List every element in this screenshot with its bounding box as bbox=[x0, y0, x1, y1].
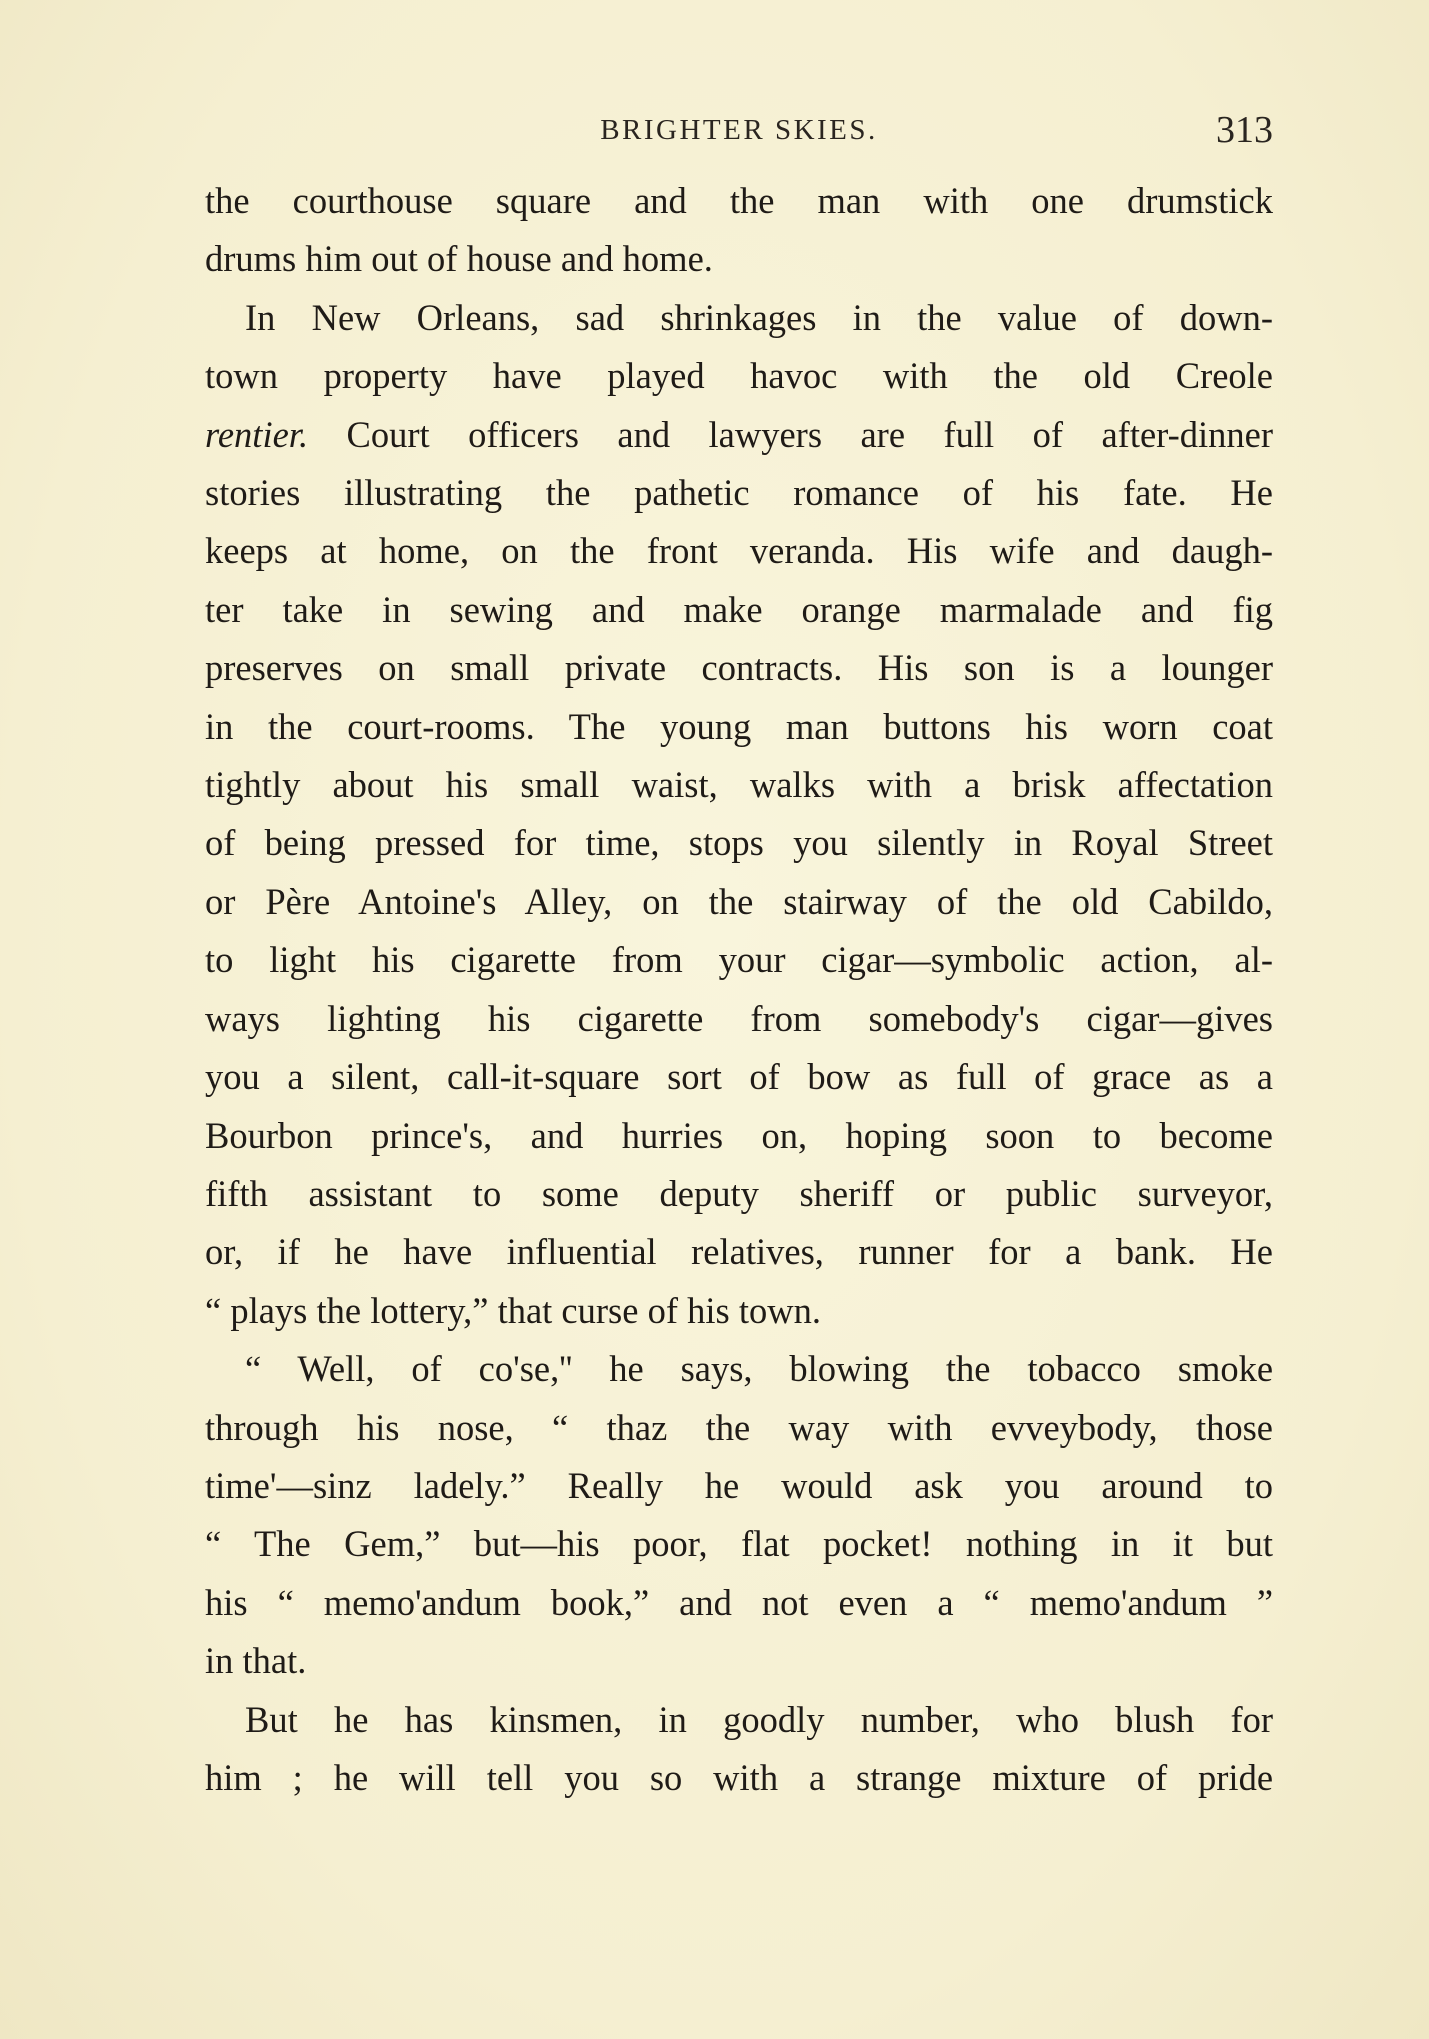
text-line: his “ memo'andum book,” and not even a “ memo'andum ” bbox=[205, 1581, 1274, 1623]
text-line: “ plays the lottery,” that curse of his town. bbox=[205, 1289, 821, 1331]
text-line: In New Orleans, sad shrinkages in the value of down- bbox=[245, 296, 1273, 338]
italic-word: rentier. bbox=[205, 413, 309, 455]
text-line: drums him out of house and home. bbox=[205, 238, 713, 280]
text-line: “ Well, of co'se,'' he says, blowing the tobacco smoke bbox=[245, 1348, 1274, 1390]
text-line: in the court-rooms. The young man buttons his worn coat bbox=[205, 705, 1274, 747]
text-line: keeps at home, on the front veranda. His wife and daugh- bbox=[205, 530, 1274, 572]
text-line: tightly about his small waist, walks with a brisk affectation bbox=[205, 764, 1273, 806]
text-line: in that. bbox=[205, 1640, 307, 1682]
text-line: time'—sinz ladely.” Really he would ask you around to bbox=[205, 1464, 1274, 1506]
text-line: fifth assistant to some deputy sheriff or public surveyor, bbox=[205, 1172, 1274, 1214]
text-line bbox=[205, 406, 1273, 464]
text-line: stories illustrating the pathetic romance of his fate. He bbox=[205, 472, 1273, 514]
text-line: you a silent, call-it-square sort of bow as full of grace as a bbox=[205, 1056, 1273, 1098]
text-line: preserves on small private contracts. His son is a lounger bbox=[205, 647, 1273, 689]
text-line: or Père Antoine's Alley, on the stairway of the old Cabildo, bbox=[205, 880, 1273, 922]
text-line: ways lighting his cigarette from somebody's cigar—gives bbox=[205, 997, 1274, 1039]
text-line: through his nose, “ thaz the way with evveybody, those bbox=[205, 1406, 1273, 1448]
text-line: to light his cigarette from your cigar—symbolic action, al- bbox=[205, 939, 1273, 981]
text-line: “ The Gem,” but—his poor, flat pocket! nothing in it but bbox=[205, 1523, 1274, 1565]
text-line: Bourbon prince's, and hurries on, hoping soon to become bbox=[205, 1114, 1274, 1156]
body-text bbox=[205, 172, 1273, 1807]
page-number: 313 bbox=[1216, 109, 1273, 151]
text-line: the courthouse square and the man with one drumstick bbox=[205, 180, 1273, 221]
page-header bbox=[205, 108, 1273, 156]
text-line: or, if he have influential relatives, runner for a bank. He bbox=[205, 1231, 1273, 1273]
text-line: But he has kinsmen, in goodly number, who blush for bbox=[245, 1698, 1274, 1740]
text-line: town property have played havoc with the old Creole bbox=[205, 355, 1274, 397]
running-head: BRIGHTER SKIES. bbox=[600, 114, 878, 146]
text-line: of being pressed for time, stops you silently in Royal Street bbox=[205, 822, 1273, 864]
line-text: Court officers and lawyers are full of after-dinner bbox=[308, 413, 1273, 455]
text-line: ter take in sewing and make orange marmalade and fig bbox=[205, 588, 1274, 630]
text-line: him ; he will tell you so with a strange mixture of pride bbox=[205, 1756, 1274, 1798]
